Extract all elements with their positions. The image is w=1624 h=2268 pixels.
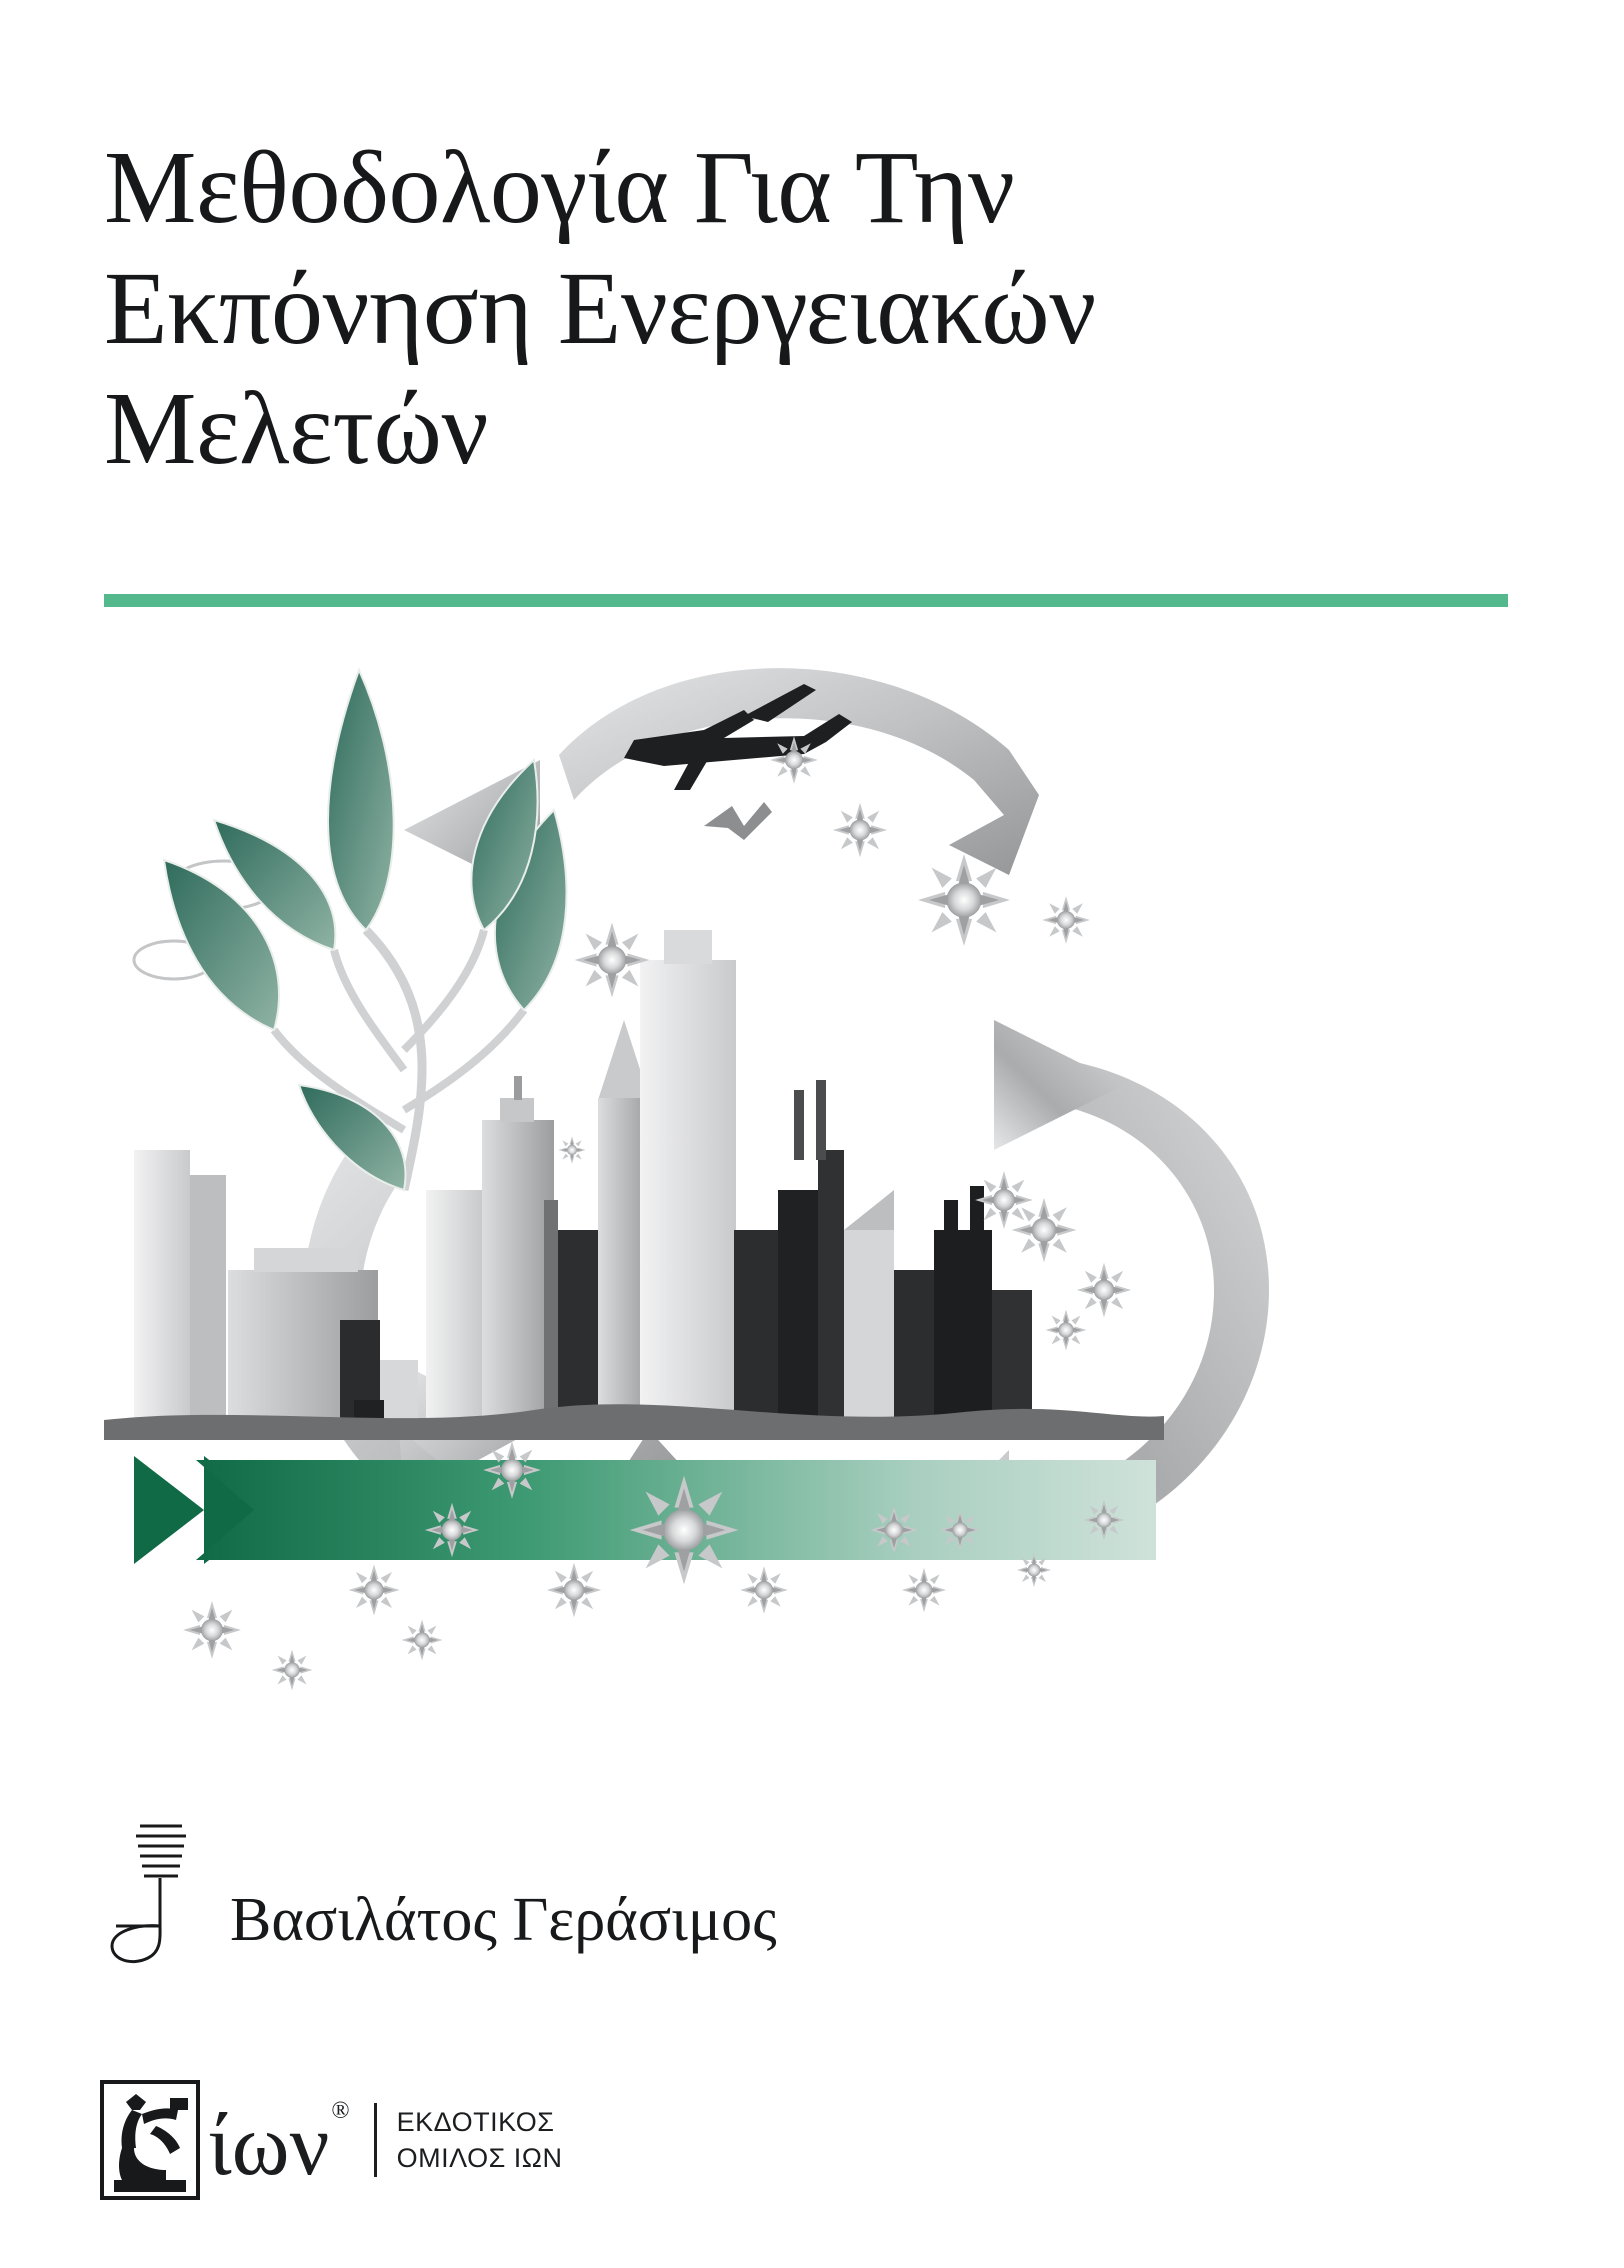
title-block	[104, 128, 1464, 490]
publisher-wordmark-text: ίων	[208, 2097, 330, 2194]
publisher-line-1: ΕΚΔΟΤΙΚΟΣ	[396, 2106, 555, 2137]
cover-illustration	[104, 630, 1520, 1800]
publisher-wordmark	[208, 2097, 350, 2194]
publisher-lines	[397, 2104, 563, 2177]
publisher-divider	[374, 2103, 377, 2177]
author-row	[96, 1810, 1296, 1970]
green-arrow-band-icon	[134, 1456, 1156, 1564]
blacksmith-statue-icon	[96, 2076, 204, 2204]
author-name: Βασιλάτος Γεράσιμος	[230, 1886, 777, 1954]
page-title: Μεθοδολογία Για Την Εκπόνηση Ενεργειακών Μελετών	[104, 130, 1096, 487]
pen-nib-icon	[96, 1820, 216, 1970]
bird-icon	[704, 802, 772, 840]
publisher-line-2: ΟΜΙΛΟΣ ΙΩΝ	[396, 2143, 563, 2173]
publisher-block	[96, 2065, 716, 2215]
title-divider	[104, 594, 1508, 607]
registered-mark: ®	[331, 2097, 350, 2124]
